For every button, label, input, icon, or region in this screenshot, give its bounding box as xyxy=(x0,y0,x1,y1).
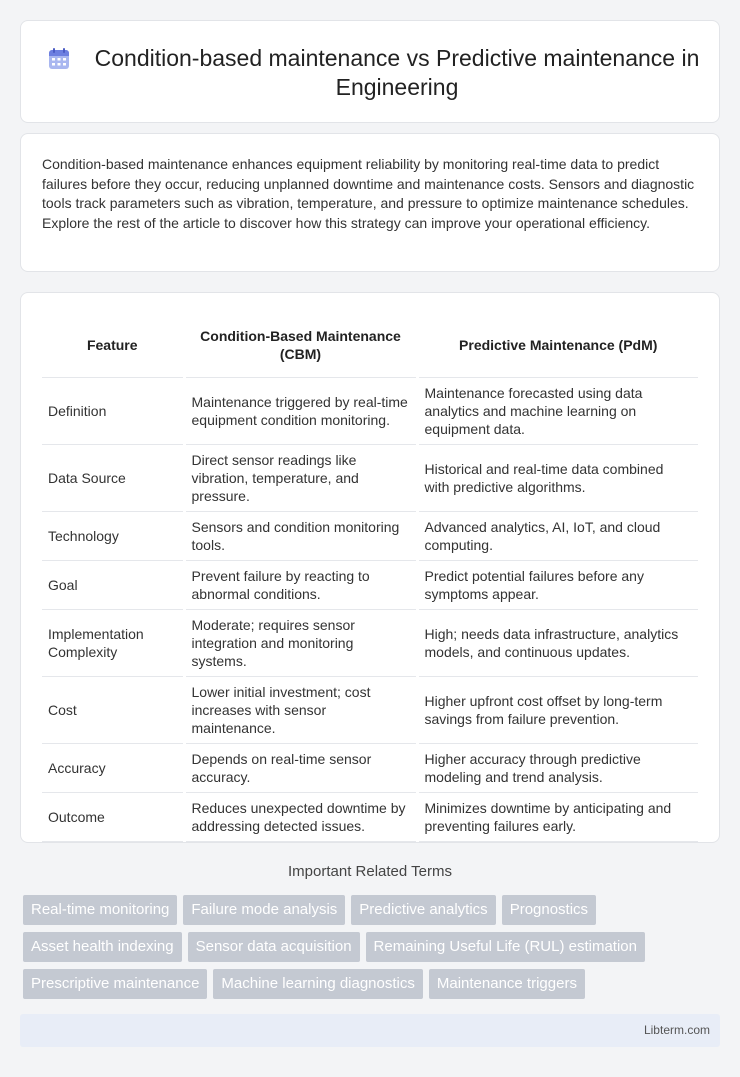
term-tag[interactable]: Prognostics xyxy=(502,895,596,925)
feature-cell: Definition xyxy=(42,377,184,444)
term-row xyxy=(23,895,723,925)
table-row xyxy=(42,792,698,841)
term-tag[interactable]: Remaining Useful Life (RUL) estimation xyxy=(366,932,645,962)
feature-cell: Outcome xyxy=(42,792,184,841)
header-feature: Feature xyxy=(42,313,184,377)
intro-text: Condition-based maintenance enhances equipment reliability by monitoring real-time data to predict failures before they occur, reducing unplanned downtime and maintenance costs. Sensors and diagnostic tools track parameters such as vibration, temperature, and pressure to optimize maintenance schedules. Explore the rest of the article to discover how this strategy can improve your operational efficiency. xyxy=(42,156,695,231)
table-row xyxy=(42,560,698,609)
comparison-table xyxy=(42,313,698,842)
table-row xyxy=(42,609,698,676)
term-row xyxy=(23,932,723,962)
header-cbm: Condition-Based Maintenance (CBM) xyxy=(184,313,417,377)
calendar-icon xyxy=(47,47,71,71)
pdm-cell: Higher upfront cost offset by long-term savings from failure prevention. xyxy=(417,676,698,743)
pdm-cell: Advanced analytics, AI, IoT, and cloud computing. xyxy=(417,511,698,560)
cbm-cell: Direct sensor readings like vibration, temperature, and pressure. xyxy=(184,444,417,511)
term-tag[interactable]: Prescriptive maintenance xyxy=(23,969,207,999)
feature-cell: Accuracy xyxy=(42,743,184,792)
feature-cell: Cost xyxy=(42,676,184,743)
footer-brand-link[interactable]: Libterm.com xyxy=(643,1023,710,1037)
term-tag[interactable]: Sensor data acquisition xyxy=(188,932,360,962)
related-terms-title: Important Related Terms xyxy=(288,863,452,880)
pdm-cell: Predict potential failures before any symptoms appear. xyxy=(417,560,698,609)
table-row xyxy=(42,377,698,444)
table-row xyxy=(42,444,698,511)
header-pdm: Predictive Maintenance (PdM) xyxy=(417,313,698,377)
pdm-cell: Minimizes downtime by anticipating and preventing failures early. xyxy=(417,792,698,841)
table-row xyxy=(42,743,698,792)
feature-cell: Data Source xyxy=(42,444,184,511)
cbm-cell: Prevent failure by reacting to abnormal conditions. xyxy=(184,560,417,609)
feature-cell: Implementation Complexity xyxy=(42,609,184,676)
page-title: Condition-based maintenance vs Predictive maintenance in Engineering xyxy=(94,45,700,100)
feature-cell: Technology xyxy=(42,511,184,560)
pdm-cell: Historical and real-time data combined with predictive algorithms. xyxy=(417,444,698,511)
pdm-cell: High; needs data infrastructure, analytics models, and continuous updates. xyxy=(417,609,698,676)
cbm-cell: Maintenance triggered by real-time equipment condition monitoring. xyxy=(184,377,417,444)
comparison-table-card xyxy=(20,292,720,843)
table-row xyxy=(42,511,698,560)
cbm-cell: Reduces unexpected downtime by addressing detected issues. xyxy=(184,792,417,841)
cbm-cell: Moderate; requires sensor integration and monitoring systems. xyxy=(184,609,417,676)
term-tag[interactable]: Failure mode analysis xyxy=(183,895,345,925)
related-terms xyxy=(23,895,723,1006)
header-card xyxy=(20,20,720,123)
term-tag[interactable]: Real-time monitoring xyxy=(23,895,177,925)
cbm-cell: Lower initial investment; cost increases with sensor maintenance. xyxy=(184,676,417,743)
cbm-cell: Sensors and condition monitoring tools. xyxy=(184,511,417,560)
pdm-cell: Maintenance forecasted using data analytics and machine learning on equipment data. xyxy=(417,377,698,444)
table-row xyxy=(42,676,698,743)
term-tag[interactable]: Machine learning diagnostics xyxy=(213,969,422,999)
term-tag[interactable]: Asset health indexing xyxy=(23,932,182,962)
term-tag[interactable]: Predictive analytics xyxy=(351,895,495,925)
term-tag[interactable]: Maintenance triggers xyxy=(429,969,585,999)
pdm-cell: Higher accuracy through predictive modeling and trend analysis. xyxy=(417,743,698,792)
cbm-cell: Depends on real-time sensor accuracy. xyxy=(184,743,417,792)
term-row xyxy=(23,969,723,999)
table-header-row xyxy=(42,313,698,377)
footer xyxy=(20,1014,720,1047)
feature-cell: Goal xyxy=(42,560,184,609)
intro-card xyxy=(20,133,720,272)
